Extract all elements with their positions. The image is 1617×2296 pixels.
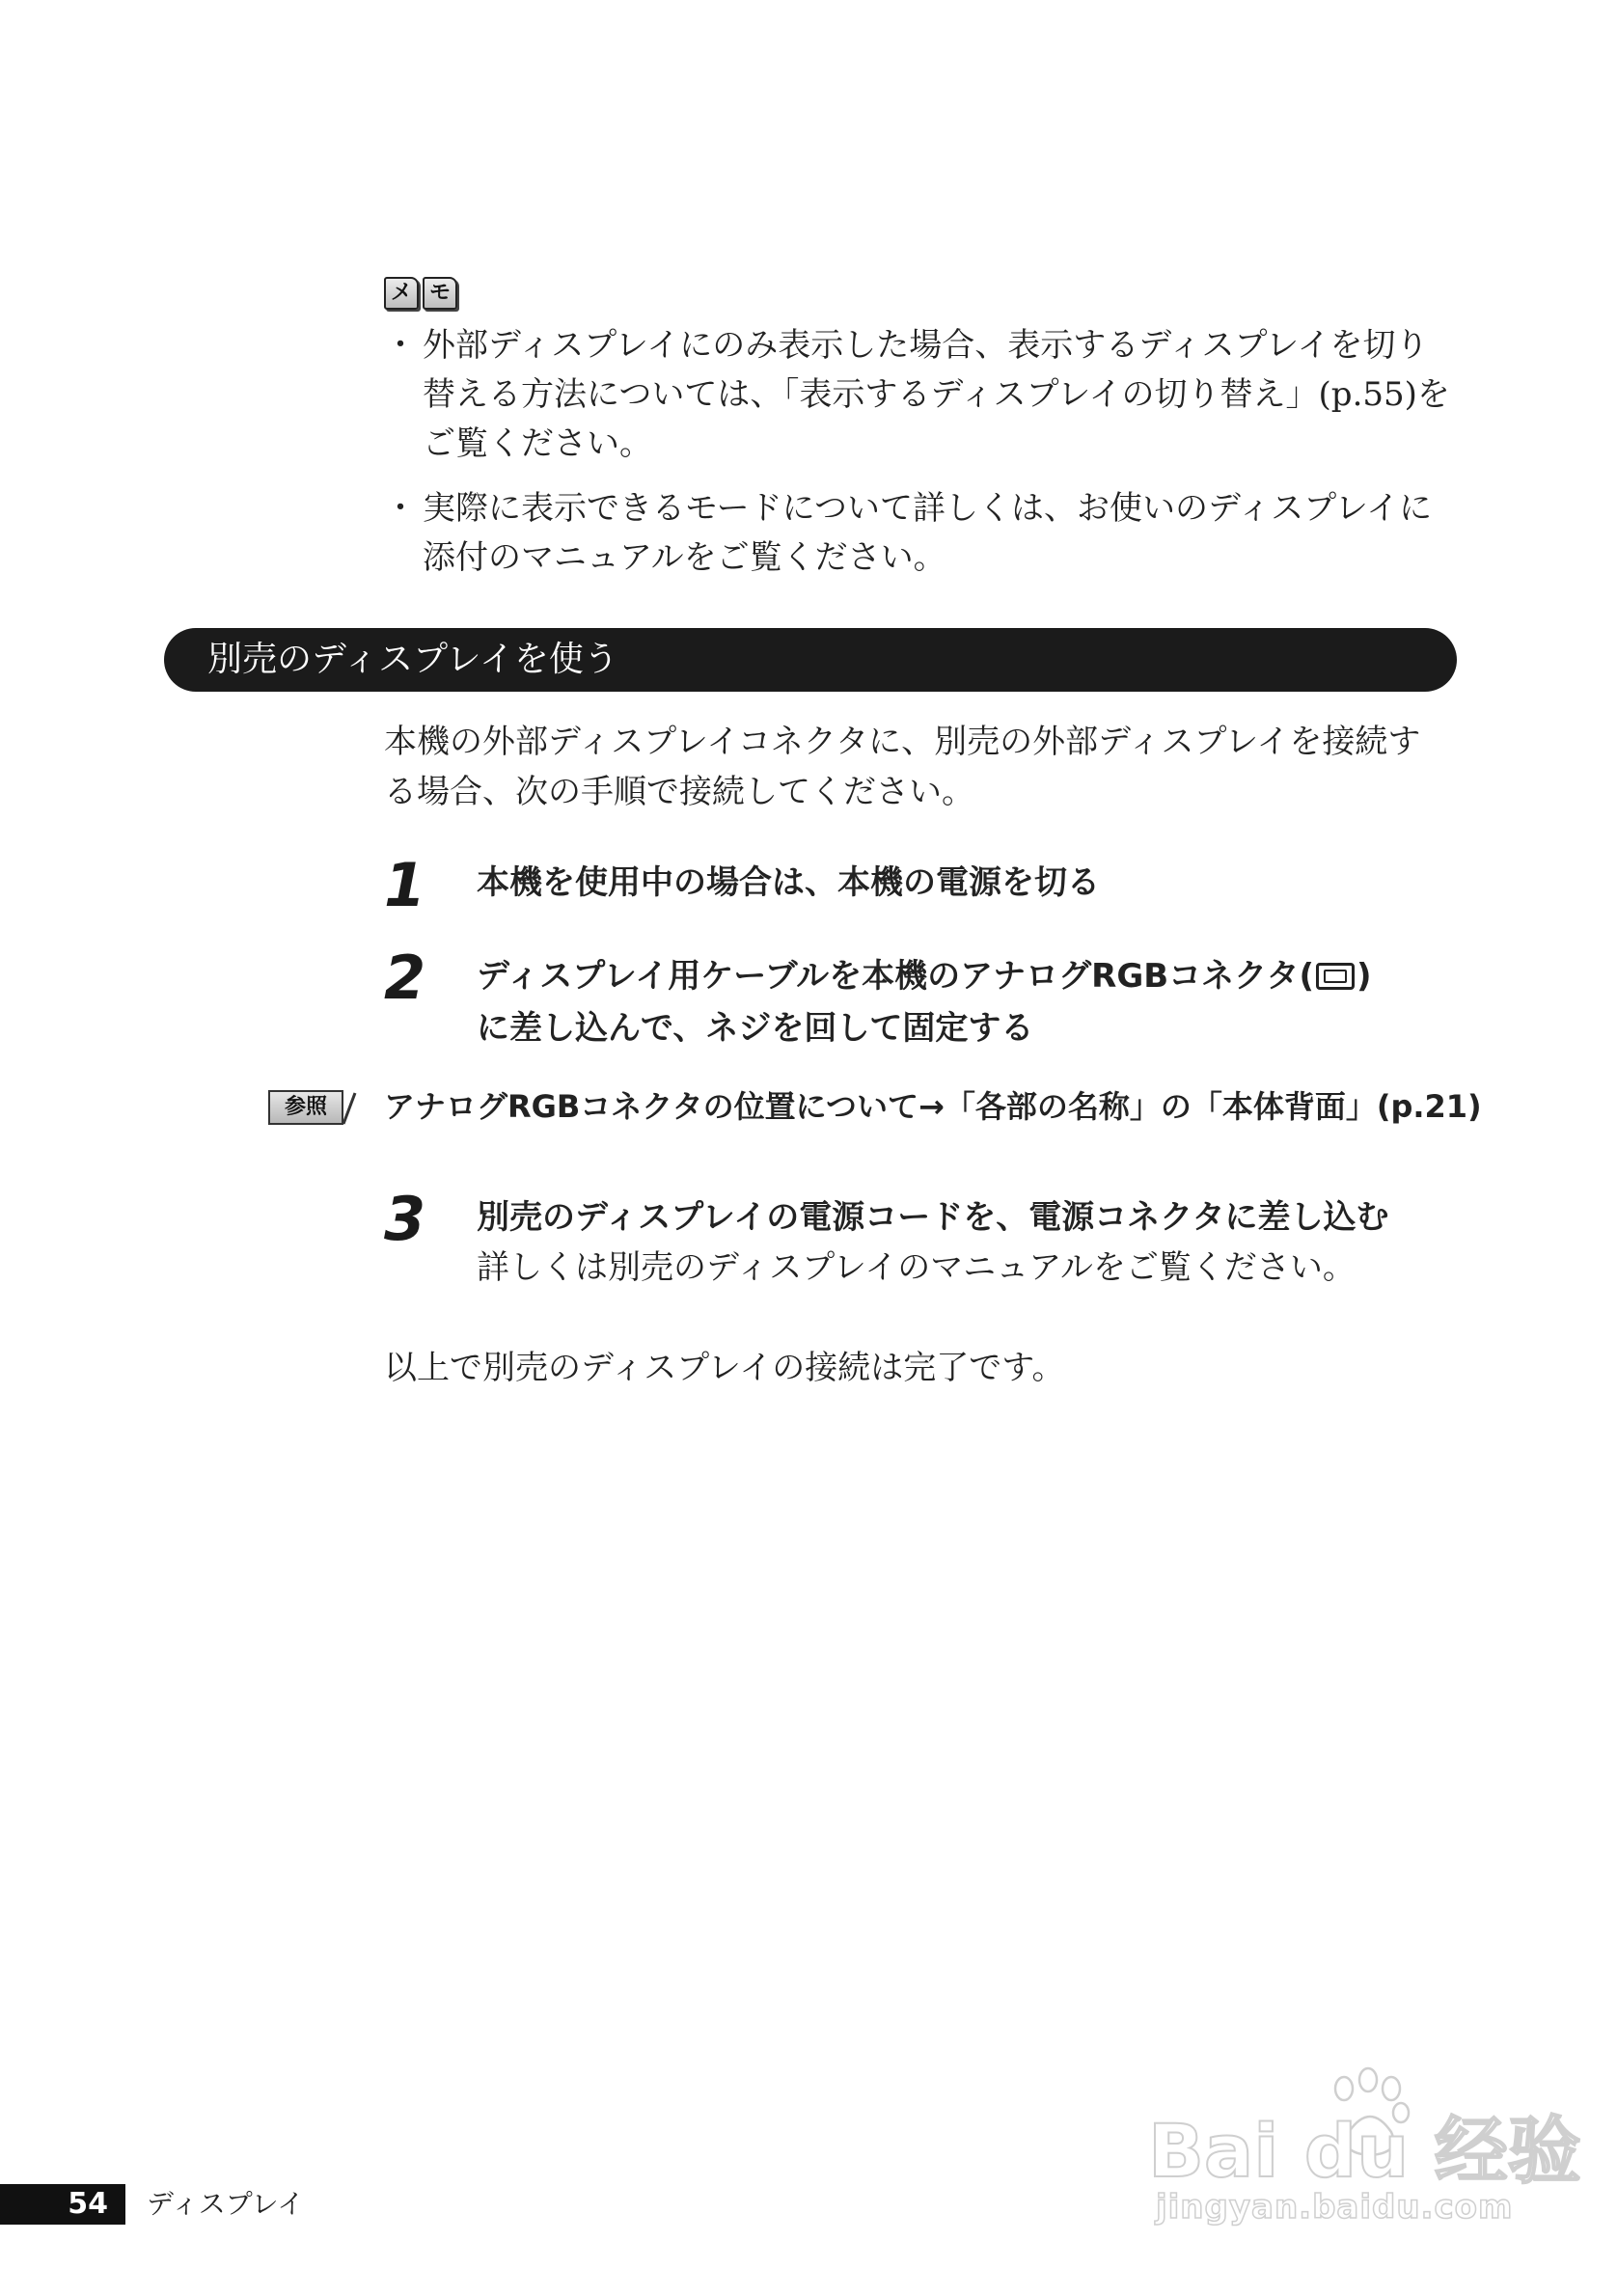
memo-line: ご覧ください。 [423, 424, 652, 463]
memo-item [384, 484, 1455, 583]
memo-item [384, 321, 1455, 469]
memo-line: 実際に表示できるモードについて詳しくは、お使いのディスプレイに [423, 489, 1433, 528]
intro-line: 本機の外部ディスプレイコネクタに、別売の外部ディスプレイを接続す [384, 723, 1421, 761]
step-text: 本機を使用中の場合は、本機の電源を切る [477, 863, 1100, 902]
watermark-logo-text: Bai du 经验 [1148, 2108, 1581, 2194]
step-text-line: に差し込んで、ネジを回して固定する [477, 1009, 1034, 1048]
page-number: 54 [0, 2184, 125, 2225]
closing-sentence: 以上で別売のディスプレイの接続は完了です。 [384, 1349, 1065, 1387]
memo-label [384, 277, 457, 310]
step-number: 3 [384, 1184, 426, 1254]
memo-bullet: ・ [384, 326, 417, 365]
memo-label-char: メ [384, 277, 419, 310]
memo-list [384, 321, 1455, 598]
step-number: 1 [384, 850, 426, 920]
reference-text[interactable]: アナログRGBコネクタの位置について→「各部の名称」の「本体背面」(p.21) [384, 1088, 1482, 1125]
section-header [164, 628, 1457, 692]
step-text: 別売のディスプレイの電源コードを、電源コネクタに差し込む [477, 1198, 1389, 1237]
footer-chapter-title: ディスプレイ [147, 2188, 305, 2220]
section-title: 別売のディスプレイを使う [207, 640, 618, 679]
memo-line: 外部ディスプレイにのみ表示した場合、表示するディスプレイを切り [423, 326, 1429, 365]
step-text-part: ディスプレイ用ケーブルを本機のアナログRGBコネクタ( [477, 957, 1315, 996]
memo-line: 添付のマニュアルをご覧ください。 [423, 538, 946, 577]
step-subtext: 詳しくは別売のディスプレイのマニュアルをご覧ください。 [477, 1248, 1356, 1287]
baidu-watermark-logo [1148, 2064, 1581, 2194]
memo-line: 替える方法については、「表示するディスプレイの切り替え」(p.55)を [423, 375, 1450, 414]
memo-text [423, 484, 1455, 583]
intro-line: る場合、次の手順で接続してください。 [384, 773, 974, 811]
step-text [477, 950, 1461, 1054]
memo-label-char: モ [423, 277, 457, 310]
reference-label: 参照 [268, 1090, 343, 1125]
reference-slash-icon [340, 1087, 359, 1128]
step-number: 2 [384, 943, 426, 1013]
watermark-url: jingyan.baidu.com [1156, 2188, 1514, 2227]
memo-text [423, 321, 1455, 469]
step-text-part: ) [1357, 957, 1372, 996]
memo-bullet: ・ [384, 489, 417, 528]
intro-paragraph [384, 717, 1455, 817]
vga-connector-icon [1316, 963, 1355, 990]
